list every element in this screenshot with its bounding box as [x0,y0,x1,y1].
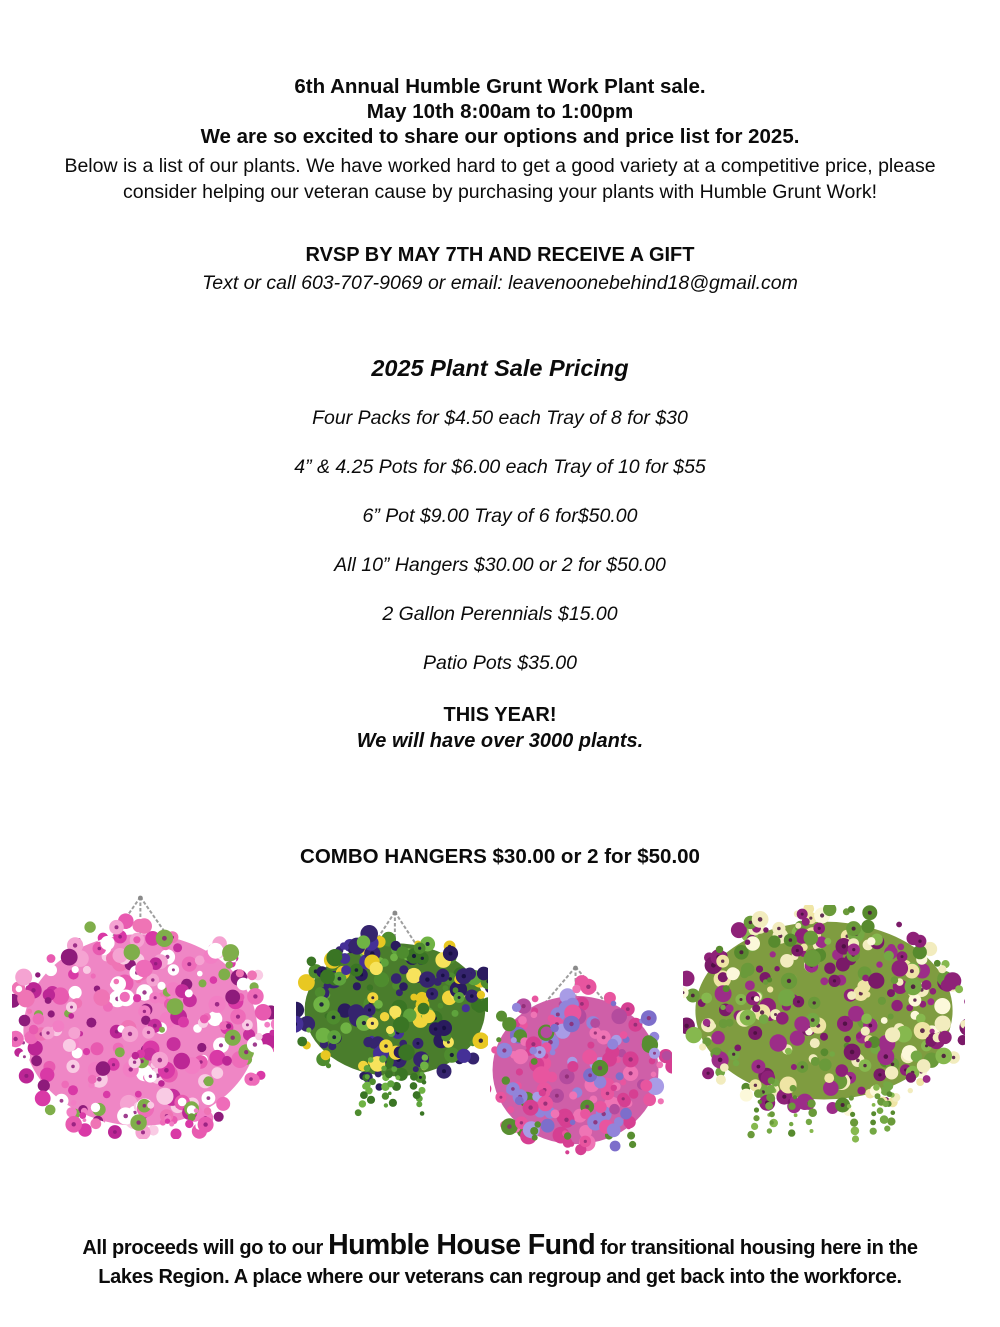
pricing-list [0,408,1000,702]
basket-photos-strip [0,870,1000,1180]
pricing-title: 2025 Plant Sale Pricing [371,355,629,381]
pricing-item-patio-pots: Patio Pots $35.00 [423,652,577,674]
footer-line-2: Lakes Region. A place where our veterans can regroup and get back into the workforce. [98,1266,902,1288]
combo-hangers-heading: COMBO HANGERS $30.00 or 2 for $50.00 [300,845,700,868]
this-year-heading: THIS YEAR! [443,704,557,726]
rsvp-section [0,243,1000,296]
flyer-header [0,74,1000,205]
hanging-basket-photo-4 [683,905,965,1145]
intro-paragraph: Below is a list of our plants. We have worked hard to get a good variety at a competitive price, please consider helping our veteran cause by purchasing your plants with Humble Grunt Work! [64,155,936,203]
pricing-item-4-inch-pots: 4” & 4.25 Pots for $6.00 each Tray of 10 for $55 [294,456,706,478]
footer-paragraph [0,1231,1000,1292]
this-year-subheading: We will have over 3000 plants. [356,730,644,752]
this-year-section [0,702,1000,755]
hanging-basket-photo-2 [296,908,488,1120]
pricing-item-four-packs: Four Packs for $4.50 each Tray of 8 for $30 [312,407,688,429]
rsvp-contact-info: Text or call 603-707-9069 or email: leavenoonebehind18@gmail.com [202,272,798,294]
pricing-item-6-inch-pot: 6” Pot $9.00 Tray of 6 for$50.00 [362,505,638,527]
hanging-basket-photo-1 [12,893,274,1139]
humble-house-fund-text: Humble House Fund [328,1229,596,1261]
flyer-title-line-3: We are so excited to share our options and price list for 2025. [200,125,800,148]
footer-text-before-fund: All proceeds will go to our [82,1237,329,1259]
rsvp-heading: RVSP BY MAY 7TH AND RECEIVE A GIFT [305,244,695,266]
flyer-title-line-1: 6th Annual Humble Grunt Work Plant sale. [294,75,706,98]
flyer-date-time: May 10th 8:00am to 1:00pm [366,100,634,123]
hanging-basket-photo-3 [490,963,672,1163]
footer-text-after-fund: for transitional housing here in the [595,1237,918,1259]
pricing-item-perennials: 2 Gallon Perennials $15.00 [382,603,618,625]
pricing-item-hangers: All 10” Hangers $30.00 or 2 for $50.00 [334,554,666,576]
